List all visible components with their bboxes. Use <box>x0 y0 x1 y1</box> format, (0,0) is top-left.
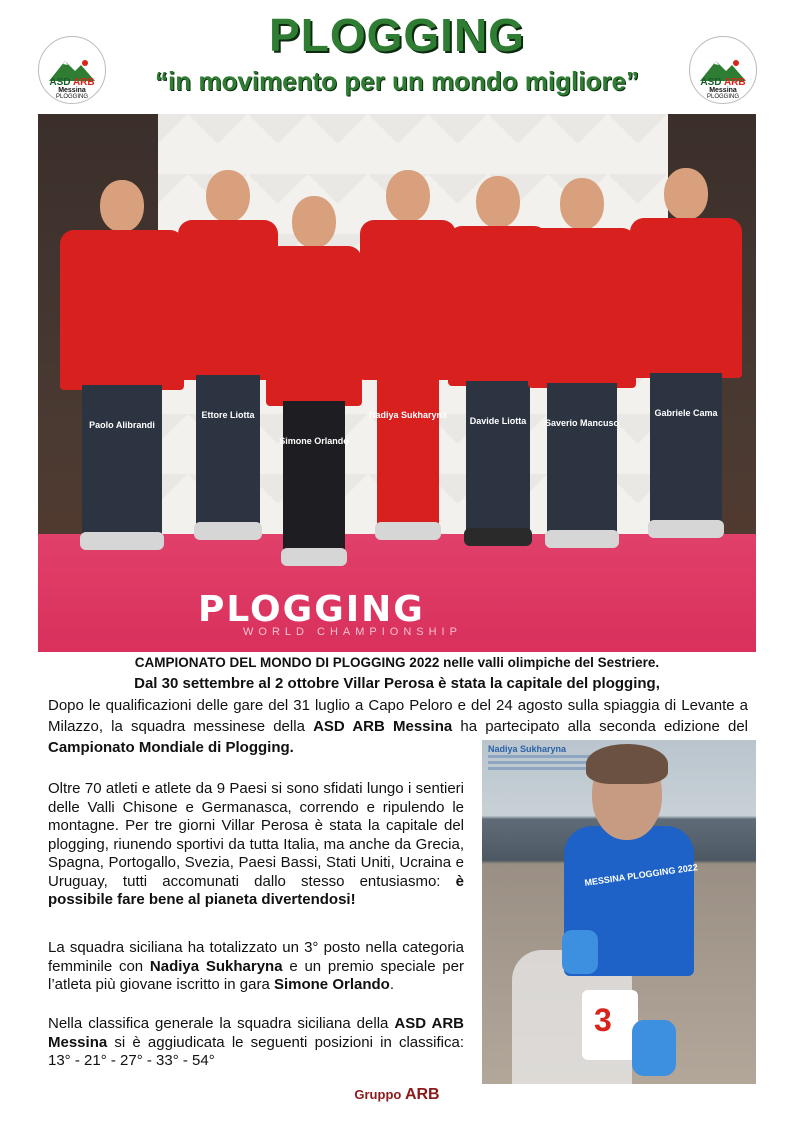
paragraph-athletes: Oltre 70 atleti e atlete da 9 Paesi si sono sfidati lungo i sentieri delle Valli Chisone e Germanasca, correndo e ripulendo le montagne. Per tre giorni Villar Perosa è stata la capitale del plogging, riunendo sportivi da tutta Italia, ma anche da Grecia, Spagna, Portogallo, Svezia, Paesi Bassi, Stati Uniti, Ucraina e Uruguay, tutti accomunati dallo stesso entusiasmo: è possibile fare bene al pianeta divertendosi! <box>48 780 464 908</box>
member-name: Gabriele Cama <box>654 408 718 418</box>
shirt-text: MESSINA PLOGGING 2022 <box>583 862 699 888</box>
photo-caption-name: Nadiya Sukharyna <box>488 744 567 754</box>
logo-line3: PLOGGING <box>55 94 88 100</box>
race-bib-number: 3 <box>594 1002 612 1038</box>
member-name: Nadiya Sukharyna <box>368 410 448 420</box>
logo-line1: ASD ARB <box>49 77 95 88</box>
logo-line2: Messina <box>709 87 737 94</box>
paragraph-rankings: Nella classifica generale la squadra siciliana della ASD ARB Messina si è aggiudicata le seguenti posizioni in classifica: 13° - 21° - 27° - 33° - 54° <box>48 1015 465 1069</box>
team-member <box>630 168 742 568</box>
member-name: Paolo Alibrandi <box>89 420 155 430</box>
team-member <box>178 170 278 550</box>
team-photo <box>38 114 756 652</box>
logo-line1: ASD ARB <box>700 77 746 88</box>
glove <box>562 930 598 974</box>
team-member <box>528 178 636 568</box>
team-member <box>60 180 184 560</box>
member-name: Davide Liotta <box>469 416 527 426</box>
paragraph-results: La squadra siciliana ha totalizzato un 3° posto nella categoria femminile con Nadiya Sukharyna e un premio speciale per l’atleta più giovane iscritto in gara Simone Orlando. <box>48 939 464 993</box>
page-title: PLOGGING <box>269 9 525 61</box>
footer-brand: Gruppo ARB <box>354 1086 440 1103</box>
athlete-hair <box>586 744 668 784</box>
intro-paragraph: Dopo le qualificazioni delle gare del 31 luglio a Capo Peloro e del 24 agosto sulla spiaggia di Levante a Milazzo, la squadra messinese della ASD ARB Messina ha partecipato alla seconda edizione del Campionato Mondiale di Plogging. <box>48 697 748 756</box>
carpet-banner-title: PLOGGING <box>198 589 425 630</box>
article-subheadline: Dal 30 settembre al 2 ottobre Villar Perosa è stata la capitale del plogging, <box>134 675 660 692</box>
member-name: Saverio Mancuso <box>544 418 620 428</box>
page-subtitle: “in movimento per un mondo migliore” <box>155 66 639 96</box>
team-member <box>266 196 362 556</box>
logo-line2: Messina <box>58 87 86 94</box>
article-headline: CAMPIONATO DEL MONDO DI PLOGGING 2022 nelle valli olimpiche del Sestriere. <box>134 655 660 670</box>
team-member <box>360 170 456 550</box>
glove <box>632 1020 676 1076</box>
member-name: Ettore Liotta <box>201 410 255 420</box>
logo-line3: PLOGGING <box>706 94 739 100</box>
athlete-photo <box>482 740 756 1084</box>
carpet-banner-subtitle: WORLD CHAMPIONSHIP <box>243 626 462 638</box>
member-name: Simone Orlando <box>279 436 349 446</box>
